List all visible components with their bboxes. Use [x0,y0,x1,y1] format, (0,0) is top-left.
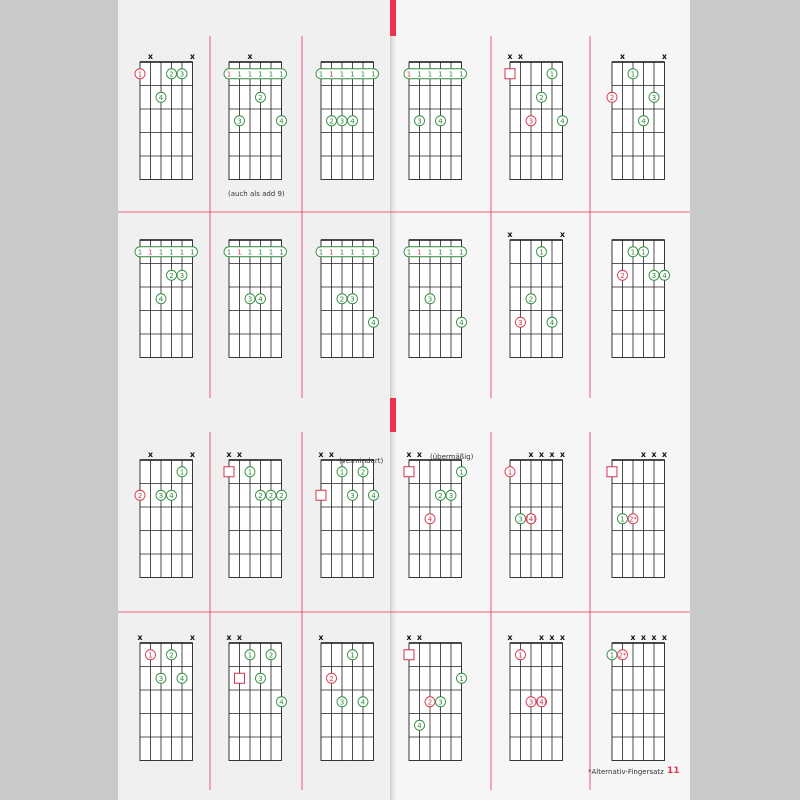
chord-add9-b-finger-2: 3 [518,318,523,327]
chord-sus2-a-mute-3: x [247,52,253,61]
chord-7b9b13-b-finger-1: 2 [268,651,274,660]
chord-m7b5-a-board [137,460,193,578]
chord-power-a-mute-4: x [538,450,545,459]
chord-dim7-b-finger-1: 2 [329,674,334,683]
chord-7sus4-b-finger-0: 1 [406,248,412,257]
chord-aug-b-finger-0: 1 [459,674,464,683]
chord-mmaj7-a-finger-0: 1 [137,70,143,79]
chord-sus2-b-barre [224,247,287,257]
chord-power-a-finger-2: (4) [526,515,536,524]
chord-sus4-a-barre [316,69,379,79]
note-alternativ-fingersatz: *Alternativ-Fingersatz [588,768,664,776]
chord-mmaj7-a-finger-3: 4 [158,93,164,102]
chord-7sus4-b-finger-7: 4 [459,318,464,327]
chord-7b9b13-a-mute-1: x [226,450,232,459]
chord-sus2-a-finger-1: 1 [237,70,242,79]
chord-power-a-mute-3: x [528,450,534,459]
chord-6-a-finger-2: 3 [651,93,657,102]
chord-mmaj7-a-finger-1: 2 [169,70,174,79]
chord-7sus4-a-finger-4: 1 [448,70,454,79]
chord-sus2-a-finger-3: 1 [258,70,263,79]
chord-sus4-b-finger-3: 1 [350,248,355,257]
chord-sus4-a-finger-1: 1 [329,70,334,79]
chord-sus2-b-finger-7: 4 [258,295,263,304]
chord-6-b-board [612,240,665,358]
chord-sus4-b-finger-2: 1 [339,248,345,257]
chord-7sus4-b-finger-3: 1 [438,248,443,257]
chord-7sus4-a-finger-0: 1 [406,70,412,79]
chord-mmaj7-b-finger-7: 3 [179,271,185,280]
chord-mmaj7-b-finger-6: 2 [169,271,174,280]
chord-add9-a-root-square [505,69,515,79]
chord-power-a-mute-5: x [549,450,555,459]
chord-7b9b13-a-root-square [224,467,234,477]
chord-add9-b-mute-1: x [507,230,513,239]
chord-dim7-a-mute-1: x [318,450,324,459]
chord-add9-a-mute-1: x [507,52,513,61]
chord-dim7-a-finger-0: 1 [339,468,345,477]
chord-mmaj7-b-finger-8: 4 [158,295,164,304]
chord-power-c-finger-2: (4) [536,698,547,707]
chord-sus4-b-finger-0: 1 [318,248,324,257]
chord-7b9b13-b-finger-3: 4 [279,698,284,707]
chord-add9-a-finger-0: 1 [549,70,555,79]
chord-6-a-mute-6: x [661,52,668,61]
chord-m7b5-b-finger-0: 1 [148,651,153,660]
chord-m7b5-b-finger-2: 3 [158,674,164,683]
chord-aug-a-finger-1: 2 [438,491,443,500]
chord-7b9b13-a-finger-2: 2 [268,491,274,500]
chord-sus4-b-barre [316,247,379,257]
chord-7sus4-a-finger-1: 1 [417,70,422,79]
chord-sus2-b-finger-1: 1 [237,248,242,257]
chord-aug-a-finger-2: 3 [448,491,454,500]
chord-6-a-finger-1: 2 [609,93,615,102]
chord-power-c-finger-0: 1 [518,651,523,660]
chord-m7b5-b-board [140,643,193,761]
chord-power-d-finger-1: 2* [618,651,627,660]
chord-6-b-finger-2: 2 [620,271,625,280]
chord-7sus4-b-finger-1: 1 [417,248,422,257]
chord-sus2-b-finger-5: 1 [279,248,284,257]
chord-mmaj7-a-mute-2: x [147,52,154,61]
chord-aug-b-finger-1: 2 [427,698,433,707]
chord-7b9b13-b-mute-2: x [236,633,243,642]
chord-dim7-a-root-square [316,490,326,500]
chord-power-b-finger-1: 2* [629,515,637,524]
chord-power-a-mute-6: x [559,450,566,459]
chord-aug-b-root-square [404,650,414,660]
chord-sus4-b-finger-8: 4 [371,318,376,327]
chord-add9-b-mute-6: x [559,230,566,239]
chord-mmaj7-a-finger-2: 3 [179,70,185,79]
chord-7sus4-a-finger-7: 4 [438,117,443,126]
chord-6-a-finger-3: 4 [641,117,646,126]
chord-add9-a-mute-2: x [517,52,524,61]
chord-power-c-mute-5: x [549,633,555,642]
chord-add9-b-finger-3: 4 [549,318,555,327]
chord-sus2-b-finger-4: 1 [268,248,274,257]
chord-m7b5-a-finger-0: 1 [179,468,185,477]
chord-m7b5-a-finger-2: 3 [158,491,164,500]
chord-power-d-mute-3: x [630,633,636,642]
chord-sus4-a-finger-8: 4 [350,117,355,126]
chord-power-c-mute-1: x [507,633,513,642]
chord-dim7-a-board [321,460,374,578]
chord-dim7-b-finger-0: 1 [350,651,355,660]
chord-sus2-a-finger-2: 1 [247,70,253,79]
chord-m7b5-a-mute-2: x [147,450,154,459]
chord-7sus4-a-finger-6: 3 [417,117,422,126]
chord-dim7-a-finger-1: 2 [360,468,366,477]
chord-aug-b-finger-2: 3 [438,698,443,707]
chord-power-d-mute-6: x [661,633,668,642]
chord-7b9b13-b-board [229,643,282,761]
chord-7sus4-b-finger-5: 1 [459,248,464,257]
chord-mmaj7-b-finger-3: 1 [169,248,174,257]
chord-m7b5-b-finger-3: 4 [179,674,185,683]
chord-power-b-mute-5: x [651,450,657,459]
chord-sus4-a-finger-6: 2 [329,117,334,126]
chord-sus2-a-finger-7: 3 [237,117,242,126]
chord-sus2-b-finger-2: 1 [247,248,253,257]
chord-m7b5-b-mute-1: x [137,633,143,642]
chord-dim7-a-mute-2: x [328,450,335,459]
note-auch-als-add9: (auch als add 9) [228,190,285,198]
chord-add9-a-finger-2: 3 [528,117,534,126]
chord-add9-a-finger-3: 4 [560,117,565,126]
chord-add9-b-finger-1: 2 [528,295,534,304]
chord-6-b-finger-3: 3 [651,271,657,280]
chord-m7b5-a-finger-1: 2 [137,491,143,500]
chord-7sus4-b-finger-2: 1 [427,248,433,257]
chord-m7b5-b-finger-1: 2 [169,651,174,660]
chord-mmaj7-b-finger-5: 1 [190,248,195,257]
note-vermindert: (vermindert) [339,457,384,465]
chord-mmaj7-b-finger-2: 1 [158,248,164,257]
chord-sus4-b-finger-1: 1 [329,248,334,257]
chord-mmaj7-a-board [137,62,193,180]
chord-sus2-a-finger-5: 1 [279,70,284,79]
chord-7sus4-b-barre [404,247,467,257]
note-uebermaessig: (übermäßig) [430,453,474,461]
chord-sus2-a-finger-8: 4 [279,117,284,126]
chord-power-c-finger-1: 3 [528,698,534,707]
chord-7b9b13-a-finger-1: 2 [258,491,263,500]
chord-mmaj7-a-mute-6: x [189,52,196,61]
page-number: 11 [667,766,680,776]
chord-dim7-b-finger-3: 4 [360,698,366,707]
chord-sus4-a-finger-2: 1 [339,70,345,79]
chord-power-d-mute-4: x [640,633,647,642]
chord-7sus4-a-finger-5: 1 [459,70,464,79]
chord-7b9b13-a-finger-3: 2 [279,491,284,500]
chord-power-c-mute-6: x [559,633,566,642]
chord-sus4-a-finger-4: 1 [360,70,366,79]
chord-sus4-b-finger-5: 1 [371,248,376,257]
chord-aug-a-mute-1: x [406,450,412,459]
chord-dim7-b-mute-1: x [318,633,324,642]
chord-power-a-finger-1: 3 [518,515,523,524]
chord-sus2-b-finger-6: 3 [247,295,253,304]
chord-aug-a-root-square [404,467,414,477]
chord-m7b5-a-finger-3: 4 [169,491,174,500]
chord-6-b-finger-0: 1 [630,248,636,257]
chord-power-d-finger-0: 1 [609,651,615,660]
chord-m7b5-b-mute-6: x [189,633,196,642]
chord-7sus4-b-finger-6: 3 [427,295,433,304]
chord-add9-b-finger-0: 1 [539,248,544,257]
chord-sus2-b-finger-0: 1 [226,248,232,257]
chord-power-c-mute-4: x [538,633,545,642]
chord-sus4-a-finger-7: 3 [339,117,345,126]
chord-power-b-mute-4: x [640,450,647,459]
chord-sus2-a-finger-4: 1 [268,70,274,79]
chord-power-b-mute-6: x [661,450,668,459]
chord-6-a-finger-0: 1 [630,70,636,79]
chord-m7b5-a-mute-6: x [189,450,196,459]
chord-aug-a-mute-2: x [416,450,423,459]
chord-aug-b-mute-1: x [406,633,412,642]
chord-7b9b13-a-board [229,460,282,578]
chord-sus4-b-finger-7: 3 [350,295,355,304]
chord-mmaj7-b-finger-4: 1 [179,248,185,257]
chord-sus4-a-finger-0: 1 [318,70,324,79]
chord-sus4-b-finger-4: 1 [360,248,366,257]
chord-sus4-a-finger-5: 1 [371,70,376,79]
chord-sus2-a-finger-6: 2 [258,93,263,102]
chord-mmaj7-b-finger-0: 1 [137,248,143,257]
chord-sus4-b-finger-6: 2 [339,295,345,304]
chord-dim7-a-finger-3: 4 [371,491,376,500]
chord-power-d-mute-5: x [651,633,657,642]
chord-7b9b13-b-finger-2: 3 [258,674,263,683]
chord-7b9b13-b-mute-1: x [226,633,232,642]
chord-7b9b13-b-root-square [235,673,245,683]
chord-power-a-finger-0: 1 [507,468,513,477]
chord-dim7-a-finger-2: 3 [350,491,355,500]
chord-power-d-board [609,643,665,761]
chord-sus2-b-finger-3: 1 [258,248,263,257]
chord-mmaj7-b-finger-1: 1 [148,248,153,257]
chord-7b9b13-a-finger-0: 1 [247,468,253,477]
chord-aug-a-finger-0: 1 [459,468,464,477]
chord-aug-b-mute-2: x [416,633,423,642]
chord-7sus4-a-barre [404,69,467,79]
chord-sus4-a-finger-3: 1 [350,70,355,79]
chord-aug-a-finger-3: 4 [427,515,433,524]
chord-6-b-finger-1: 1 [641,248,646,257]
chord-7b9b13-b-finger-0: 1 [247,651,253,660]
chord-power-b-finger-0: 1 [620,515,625,524]
chord-7b9b13-a-mute-2: x [236,450,243,459]
chord-dim7-b-finger-2: 3 [339,698,345,707]
chord-7sus4-a-finger-2: 1 [427,70,433,79]
chord-aug-b-finger-3: 4 [417,721,422,730]
chord-6-a-mute-2: x [619,52,626,61]
chord-power-b-root-square [607,467,617,477]
chord-sus2-a-finger-0: 1 [226,70,232,79]
chord-add9-a-finger-1: 2 [539,93,544,102]
chord-6-b-finger-4: 4 [662,271,667,280]
chord-mmaj7-b-barre [135,247,198,257]
chord-sus2-a-barre [224,69,287,79]
chord-7sus4-b-finger-4: 1 [448,248,454,257]
chord-7sus4-a-finger-3: 1 [438,70,443,79]
